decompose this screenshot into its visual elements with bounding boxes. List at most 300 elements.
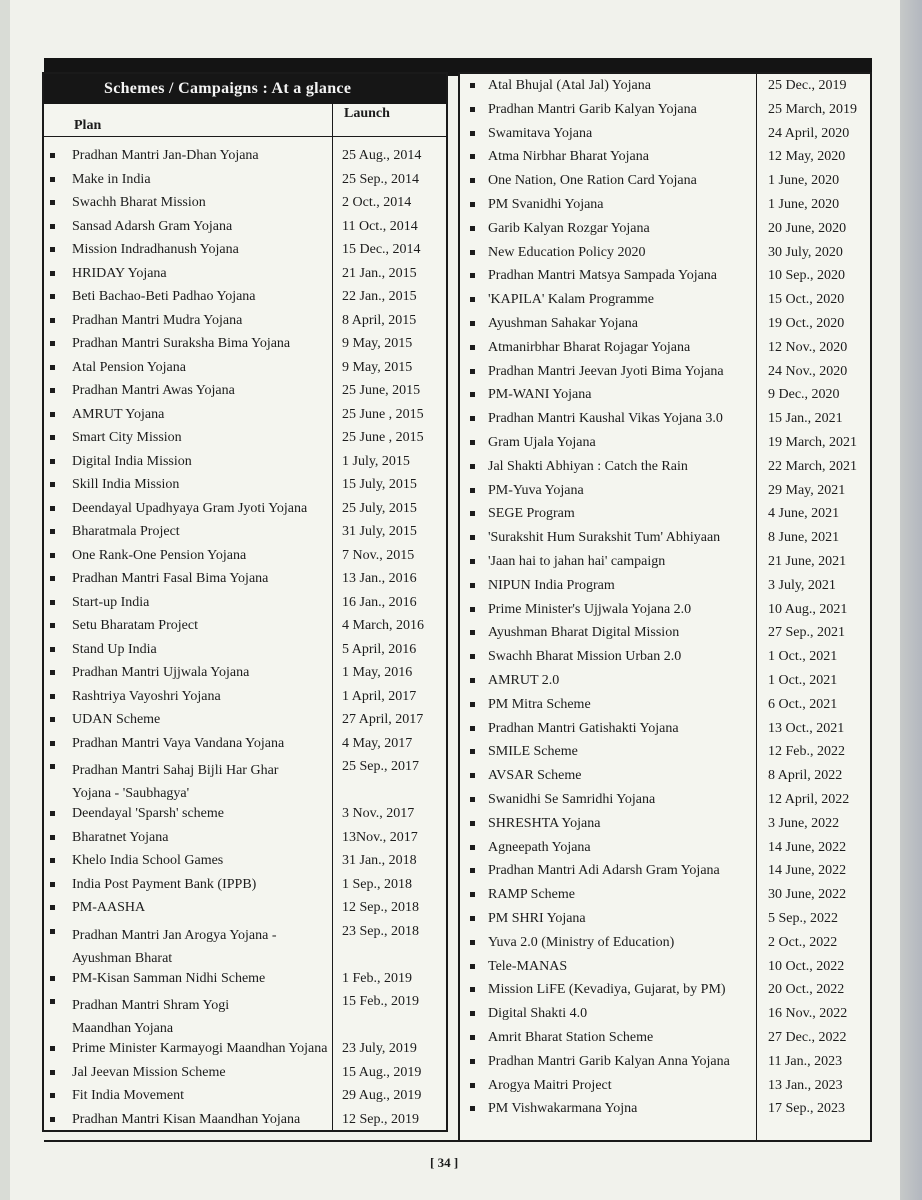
launch-date: 12 Sep., 2018	[342, 900, 419, 915]
bullet-icon	[470, 654, 475, 659]
bullet-icon	[470, 273, 475, 278]
table-row	[44, 334, 446, 358]
plan-name: PM-Kisan Samman Nidhi Scheme	[72, 970, 266, 986]
plan-name: Jal Shakti Abhiyan : Catch the Rain	[488, 458, 688, 474]
table-row	[44, 264, 446, 288]
bullet-icon	[470, 488, 475, 493]
table-row	[44, 405, 446, 429]
bullet-icon	[470, 1083, 475, 1088]
plan-name: Start-up India	[72, 594, 150, 610]
launch-date: 1 April, 2017	[342, 688, 417, 704]
table-row	[44, 969, 446, 993]
launch-date: 27 Sep., 2021	[768, 625, 845, 641]
table-row	[460, 552, 870, 576]
plan-name: Pradhan Mantri Sahaj Bijli Har Ghar Yojana - 'Saubhagya'	[72, 763, 279, 801]
plan-name: Pradhan Mantri Matsya Sampada Yojana	[488, 268, 718, 284]
table-row	[460, 100, 870, 124]
plan-name: Yuva 2.0 (Ministry of Education)	[488, 934, 675, 950]
plan-name: Pradhan Mantri Vaya Vandana Yojana	[72, 735, 285, 751]
bullet-icon	[470, 1106, 475, 1111]
launch-date: 29 Aug., 2019	[342, 1088, 422, 1103]
launch-date: 31 July, 2015	[342, 524, 417, 539]
plan-name: India Post Payment Bank (IPPB)	[72, 876, 257, 892]
bullet-icon	[470, 107, 475, 112]
table-row	[44, 828, 446, 852]
bullet-icon	[50, 412, 55, 417]
table-row	[460, 147, 870, 171]
launch-date: 2 Oct., 2014	[342, 195, 412, 210]
launch-date: 22 March, 2021	[768, 458, 858, 474]
plan-name: One Nation, One Ration Card Yojana	[488, 173, 697, 189]
bullet-icon	[50, 647, 55, 652]
bullet-icon	[470, 678, 475, 683]
plan-name: Stand Up India	[72, 641, 157, 657]
table-row	[460, 647, 870, 671]
bullet-icon	[50, 1046, 55, 1051]
bullet-icon	[470, 250, 475, 255]
table-row	[44, 522, 446, 546]
launch-date: 25 June , 2015	[342, 406, 424, 422]
table-row	[460, 504, 870, 528]
bullet-icon	[50, 882, 55, 887]
title-band	[44, 74, 446, 104]
table-row	[44, 1039, 446, 1063]
table-row	[460, 671, 870, 695]
launch-date: 16 Jan., 2016	[342, 594, 417, 610]
table-row	[44, 898, 446, 922]
table-row	[460, 576, 870, 600]
bullet-icon	[470, 607, 475, 612]
launch-date: 14 June, 2022	[768, 863, 847, 879]
bullet-icon	[470, 131, 475, 136]
bullet-icon	[50, 1070, 55, 1075]
plan-name: Agneepath Yojana	[488, 839, 591, 855]
plan-name: Make in India	[72, 171, 151, 187]
table-row	[460, 909, 870, 933]
bullet-icon	[50, 529, 55, 534]
table-row	[44, 710, 446, 734]
plan-name: Garib Kalyan Rozgar Yojana	[488, 220, 650, 236]
launch-date: 12 May, 2020	[768, 149, 846, 165]
launch-date: 15 July, 2015	[342, 477, 417, 492]
launch-date: 10 Oct., 2022	[768, 958, 845, 974]
table-row	[44, 381, 446, 405]
plan-name: Tele-MANAS	[488, 958, 568, 974]
plan-name: Arogya Maitri Project	[488, 1077, 612, 1093]
plan-name: Pradhan Mantri Suraksha Bima Yojana	[72, 336, 291, 351]
bullet-icon	[50, 576, 55, 581]
plan-name: AVSAR Scheme	[488, 768, 582, 784]
table-row	[44, 687, 446, 711]
launch-date: 31 Jan., 2018	[342, 853, 417, 868]
bullet-icon	[470, 583, 475, 588]
launch-date: 1 Feb., 2019	[342, 970, 412, 986]
plan-name: Ayushman Sahakar Yojana	[488, 316, 638, 331]
bullet-icon	[470, 845, 475, 850]
table-row	[44, 428, 446, 452]
plan-name: Skill India Mission	[72, 477, 180, 492]
plan-name: Jal Jeevan Mission Scheme	[72, 1064, 226, 1080]
plan-name: Pradhan Mantri Jan Arogya Yojana - Ayushman Bharat	[72, 927, 277, 966]
bullet-icon	[50, 482, 55, 487]
plan-name: Khelo India School Games	[72, 853, 224, 868]
launch-date: 12 Feb., 2022	[768, 744, 845, 760]
bullet-icon	[50, 294, 55, 299]
launch-date: 15 Feb., 2019	[342, 994, 419, 1009]
plan-name: Swachh Bharat Mission	[72, 195, 206, 210]
plan-name: Pradhan Mantri Garib Kalyan Yojana	[488, 101, 697, 117]
bullet-icon	[470, 821, 475, 826]
plan-name: Pradhan Mantri Shram Yogi Maandhan Yojana	[72, 998, 230, 1036]
launch-date: 21 June, 2021	[768, 554, 847, 569]
launch-date: 30 June, 2022	[768, 887, 847, 903]
plan-name: Pradhan Mantri Kaushal Vikas Yojana 3.0	[488, 411, 723, 427]
launch-date: 1 July, 2015	[342, 453, 410, 469]
bullet-icon	[470, 1011, 475, 1016]
table-row	[44, 875, 446, 899]
bullet-icon	[470, 511, 475, 516]
table-row	[44, 311, 446, 335]
bullet-icon	[50, 717, 55, 722]
plan-name: Swamitava Yojana	[488, 125, 593, 141]
bullet-icon	[50, 318, 55, 323]
launch-date: 25 Sep., 2014	[342, 171, 419, 187]
plan-name: Pradhan Mantri Awas Yojana	[72, 383, 235, 398]
bullet-icon	[470, 83, 475, 88]
launch-date: 3 Nov., 2017	[342, 806, 415, 821]
table-row	[460, 766, 870, 790]
launch-date: 8 April, 2015	[342, 312, 417, 328]
table-row	[460, 76, 870, 100]
launch-date: 17 Sep., 2023	[768, 1101, 845, 1117]
plan-name: PM-WANI Yojana	[488, 387, 592, 403]
plan-name: Mission LiFE (Kevadiya, Gujarat, by PM)	[488, 982, 726, 998]
launch-date: 13 Jan., 2023	[768, 1077, 843, 1093]
launch-date: 10 Aug., 2021	[768, 601, 848, 617]
table-row	[44, 922, 446, 968]
left-column	[42, 72, 448, 1132]
plan-name: AMRUT Yojana	[72, 406, 165, 422]
table-row	[460, 290, 870, 314]
plan-name: Gram Ujala Yojana	[488, 435, 596, 450]
table-row	[44, 546, 446, 570]
table-row	[460, 1099, 870, 1123]
table-row	[44, 804, 446, 828]
plan-name: PM Mitra Scheme	[488, 696, 591, 712]
launch-date: 15 Dec., 2014	[342, 242, 421, 257]
table-row	[460, 314, 870, 338]
table-row	[460, 861, 870, 885]
table-row	[44, 287, 446, 311]
table-row	[460, 623, 870, 647]
launch-date: 20 Oct., 2022	[768, 982, 845, 998]
launch-date: 24 April, 2020	[768, 125, 850, 141]
launch-date: 8 April, 2022	[768, 768, 843, 784]
plan-name: Deendayal 'Sparsh' scheme	[72, 806, 224, 821]
bullet-icon	[470, 726, 475, 731]
table-row	[460, 243, 870, 267]
plan-name: SEGE Program	[488, 506, 575, 522]
bullet-icon	[470, 987, 475, 992]
launch-date: 23 July, 2019	[342, 1041, 417, 1056]
table-row	[460, 433, 870, 457]
plan-name: SMILE Scheme	[488, 744, 578, 760]
launch-date: 22 Jan., 2015	[342, 289, 417, 304]
launch-date: 11 Jan., 2023	[768, 1053, 843, 1069]
bullet-icon	[470, 154, 475, 159]
plan-name: One Rank-One Pension Yojana	[72, 547, 247, 563]
launch-date: 23 Sep., 2018	[342, 923, 419, 939]
bullet-icon	[50, 811, 55, 816]
bullet-icon	[470, 416, 475, 421]
table-row	[460, 1052, 870, 1076]
plan-name: Atmanirbhar Bharat Rojagar Yojana	[488, 339, 691, 355]
plan-name: Pradhan Mantri Kisan Maandhan Yojana	[72, 1111, 301, 1127]
table-row	[460, 719, 870, 743]
table-row	[460, 838, 870, 862]
launch-date: 25 June, 2015	[342, 383, 421, 398]
table-row	[44, 757, 446, 803]
header-rule	[44, 136, 446, 137]
bullet-icon	[50, 670, 55, 675]
bullet-icon	[470, 369, 475, 374]
launch-date: 9 May, 2015	[342, 359, 413, 375]
launch-date: 7 Nov., 2015	[342, 547, 415, 563]
launch-date: 30 July, 2020	[768, 244, 843, 260]
launch-date: 1 Oct., 2021	[768, 649, 838, 665]
bullet-icon	[50, 224, 55, 229]
table-row	[460, 124, 870, 148]
launch-date: 25 March, 2019	[768, 101, 858, 117]
launch-date: 1 June, 2020	[768, 173, 840, 189]
plan-name: Smart City Mission	[72, 430, 182, 445]
table-row	[460, 219, 870, 243]
launch-date: 9 Dec., 2020	[768, 387, 840, 403]
plan-name: PM SHRI Yojana	[488, 911, 586, 926]
table-row	[460, 980, 870, 1004]
table-row	[460, 933, 870, 957]
table-row	[44, 1063, 446, 1087]
plan-name: Setu Bharatam Project	[72, 618, 198, 633]
table-row	[460, 171, 870, 195]
plan-name: Pradhan Mantri Ujjwala Yojana	[72, 665, 250, 680]
page-edge	[900, 0, 922, 1200]
launch-date: 6 Oct., 2021	[768, 696, 838, 712]
launch-date: 24 Nov., 2020	[768, 363, 848, 379]
plan-name: Beti Bachao-Beti Padhao Yojana	[72, 289, 256, 304]
launch-date: 12 Nov., 2020	[768, 339, 848, 355]
launch-date: 11 Oct., 2014	[342, 218, 418, 234]
plan-name: Ayushman Bharat Digital Mission	[488, 625, 680, 641]
plan-name: Deendayal Upadhyaya Gram Jyoti Yojana	[72, 500, 308, 516]
launch-date: 16 Nov., 2022	[768, 1006, 848, 1022]
plan-name: NIPUN India Program	[488, 577, 615, 593]
bullet-icon	[470, 321, 475, 326]
bullet-icon	[50, 1093, 55, 1098]
bullet-icon	[470, 440, 475, 445]
bullet-icon	[470, 559, 475, 564]
table-row	[460, 481, 870, 505]
bullet-icon	[470, 940, 475, 945]
plan-name: SHRESHTA Yojana	[488, 815, 601, 831]
launch-date: 25 Dec., 2019	[768, 78, 847, 93]
bullet-icon	[470, 749, 475, 754]
table-row	[460, 457, 870, 481]
launch-date: 19 Oct., 2020	[768, 316, 845, 331]
bullet-icon	[50, 153, 55, 158]
table-row	[44, 569, 446, 593]
table-row	[44, 146, 446, 170]
plan-name: New Education Policy 2020	[488, 244, 646, 260]
bullet-icon	[50, 271, 55, 276]
bullet-icon	[50, 247, 55, 252]
bullet-icon	[50, 553, 55, 558]
table-row	[460, 695, 870, 719]
launch-date: 1 May, 2016	[342, 665, 413, 680]
bullet-icon	[50, 365, 55, 370]
bullet-icon	[50, 999, 55, 1004]
table-row	[460, 385, 870, 409]
bullet-icon	[470, 916, 475, 921]
table-row	[44, 851, 446, 875]
bullet-icon	[470, 892, 475, 897]
launch-date: 27 Dec., 2022	[768, 1030, 847, 1045]
table-row	[44, 170, 446, 194]
plan-name: PM-Yuva Yojana	[488, 482, 584, 498]
plan-name: Swachh Bharat Mission Urban 2.0	[488, 649, 682, 665]
launch-date: 4 June, 2021	[768, 506, 840, 522]
table-row	[44, 640, 446, 664]
plan-name: Rashtriya Vayoshri Yojana	[72, 688, 221, 704]
plan-name: Pradhan Mantri Jan-Dhan Yojana	[72, 148, 259, 163]
launch-date: 25 Sep., 2017	[342, 759, 419, 774]
right-column	[458, 72, 872, 1142]
table-row	[460, 409, 870, 433]
launch-date: 13 Oct., 2021	[768, 720, 845, 736]
launch-date: 20 June, 2020	[768, 220, 847, 236]
table-row	[460, 266, 870, 290]
bullet-icon	[470, 630, 475, 635]
plan-name: Pradhan Mantri Jeevan Jyoti Bima Yojana	[488, 363, 724, 379]
launch-date: 12 April, 2022	[768, 792, 850, 807]
table-row	[460, 1076, 870, 1100]
page-number: [ 34 ]	[430, 1155, 459, 1170]
bullet-icon	[50, 177, 55, 182]
plan-name: Bharatnet Yojana	[72, 829, 169, 845]
table-row	[460, 814, 870, 838]
plan-name: Atal Bhujal (Atal Jal) Yojana	[488, 78, 651, 93]
launch-date: 3 June, 2022	[768, 815, 840, 831]
bullet-icon	[470, 202, 475, 207]
launch-date: 9 May, 2015	[342, 336, 413, 351]
plan-name: PM Vishwakarmana Yojna	[488, 1101, 638, 1117]
plan-name: Swanidhi Se Samridhi Yojana	[488, 792, 656, 807]
plan-name: HRIDAY Yojana	[72, 265, 167, 281]
launch-date: 15 Oct., 2020	[768, 292, 845, 308]
plan-name: 'Surakshit Hum Surakshit Tum' Abhiyaan	[488, 530, 721, 546]
launch-date: 5 April, 2016	[342, 641, 417, 657]
launch-date: 13Nov., 2017	[342, 829, 418, 845]
plan-name: Fit India Movement	[72, 1088, 184, 1103]
plan-name: PM Svanidhi Yojana	[488, 197, 604, 212]
bullet-icon	[50, 858, 55, 863]
plan-name: Sansad Adarsh Gram Yojana	[72, 218, 233, 234]
table-row	[460, 1004, 870, 1028]
bullet-icon	[50, 623, 55, 628]
plan-name: Pradhan Mantri Fasal Bima Yojana	[72, 571, 269, 586]
table-row	[44, 616, 446, 640]
bullet-icon	[50, 905, 55, 910]
bullet-icon	[470, 178, 475, 183]
table-row	[44, 452, 446, 476]
bullet-icon	[470, 392, 475, 397]
table-row	[44, 193, 446, 217]
launch-date: 27 April, 2017	[342, 712, 424, 727]
launch-date: 2 Oct., 2022	[768, 934, 838, 950]
table-row	[44, 734, 446, 758]
table-row	[460, 885, 870, 909]
bullet-icon	[470, 226, 475, 231]
table-row	[460, 528, 870, 552]
plan-name: UDAN Scheme	[72, 712, 161, 727]
bullet-icon	[50, 341, 55, 346]
table-row	[44, 593, 446, 617]
plan-name: AMRUT 2.0	[488, 673, 560, 688]
bullet-icon	[50, 506, 55, 511]
plan-name: Pradhan Mantri Gatishakti Yojana	[488, 720, 679, 736]
launch-date: 14 June, 2022	[768, 839, 847, 855]
launch-date: 25 Aug., 2014	[342, 148, 422, 163]
table-row	[460, 338, 870, 362]
launch-date: 25 July, 2015	[342, 500, 417, 516]
launch-date: 25 June , 2015	[342, 430, 424, 445]
launch-date: 13 Jan., 2016	[342, 571, 417, 586]
table-row	[460, 1028, 870, 1052]
plan-name: Prime Minister Karmayogi Maandhan Yojana	[72, 1041, 328, 1056]
bullet-icon	[50, 764, 55, 769]
plan-name: Pradhan Mantri Mudra Yojana	[72, 312, 243, 328]
plan-name: Prime Minister's Ujjwala Yojana 2.0	[488, 601, 692, 617]
bullet-icon	[50, 1117, 55, 1122]
table-row	[44, 475, 446, 499]
plan-name: Atma Nirbhar Bharat Yojana	[488, 149, 649, 165]
table-row	[460, 195, 870, 219]
launch-date: 1 June, 2020	[768, 197, 840, 212]
plan-name: Bharatmala Project	[72, 524, 180, 539]
bullet-icon	[470, 702, 475, 707]
bullet-icon	[50, 200, 55, 205]
launch-date: 4 May, 2017	[342, 735, 413, 751]
bullet-icon	[470, 1035, 475, 1040]
bullet-icon	[470, 345, 475, 350]
launch-header: Launch	[344, 106, 390, 121]
bullet-icon	[50, 600, 55, 605]
bottom-rule	[44, 1140, 870, 1142]
plan-name: Atal Pension Yojana	[72, 359, 186, 375]
table-row	[460, 790, 870, 814]
plan-name: 'KAPILA' Kalam Programme	[488, 292, 655, 308]
bullet-icon	[470, 797, 475, 802]
table-row	[44, 499, 446, 523]
launch-date: 10 Sep., 2020	[768, 268, 845, 284]
bullet-icon	[50, 435, 55, 440]
bullet-icon	[470, 535, 475, 540]
table-row	[44, 240, 446, 264]
plan-name: Pradhan Mantri Adi Adarsh Gram Yojana	[488, 863, 720, 879]
bullet-icon	[470, 964, 475, 969]
launch-date: 12 Sep., 2019	[342, 1111, 419, 1127]
bullet-icon	[470, 773, 475, 778]
